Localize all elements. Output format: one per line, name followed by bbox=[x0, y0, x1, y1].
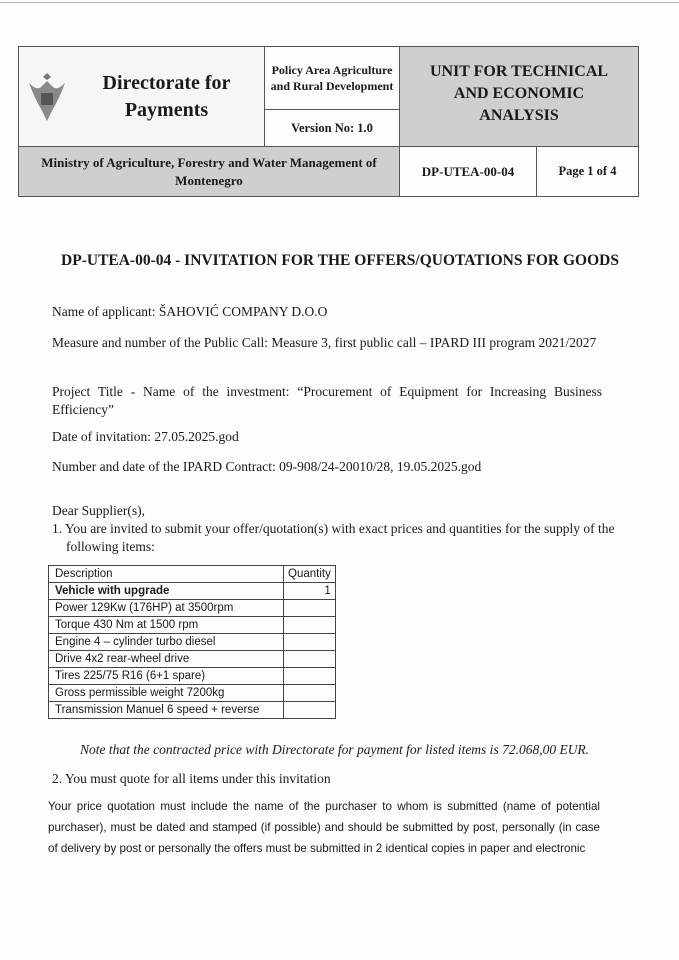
item-quantity bbox=[284, 651, 336, 668]
policy-area: Policy Area Agriculture and Rural Development bbox=[264, 46, 400, 110]
table-row bbox=[49, 651, 336, 668]
item-quantity bbox=[284, 702, 336, 719]
item-description: Power 129Kw (176HP) at 3500rpm bbox=[49, 600, 284, 617]
item-description: Drive 4x2 rear-wheel drive bbox=[49, 651, 284, 668]
table-row bbox=[49, 702, 336, 719]
items-table bbox=[48, 565, 336, 719]
coat-of-arms-icon bbox=[25, 69, 69, 125]
date-field: Date of invitation: 27.05.2025.god bbox=[52, 429, 239, 444]
table-header-row bbox=[49, 566, 336, 583]
org-cell bbox=[18, 46, 265, 147]
item-description: Gross permissible weight 7200kg bbox=[49, 685, 284, 702]
item-quantity bbox=[284, 617, 336, 634]
item-description: Engine 4 – cylinder turbo diesel bbox=[49, 634, 284, 651]
project-field: Project Title - Name of the investment: “Procurement of Equipment for Increasing Business Efficiency” bbox=[52, 384, 602, 417]
item-description: Tires 225/75 R16 (6+1 spare) bbox=[49, 668, 284, 685]
instruction-2: 2. You must quote for all items under this invitation bbox=[52, 771, 331, 786]
document-title: DP-UTEA-00-04 - INVITATION FOR THE OFFERS/QUOTATIONS FOR GOODS bbox=[61, 252, 619, 269]
table-row bbox=[49, 634, 336, 651]
table-row bbox=[49, 583, 336, 600]
page-number: Page 1 of 4 bbox=[536, 146, 639, 197]
item-description: Vehicle with upgrade bbox=[49, 583, 284, 600]
doc-code: DP-UTEA-00-04 bbox=[399, 146, 537, 197]
header-description: Description bbox=[49, 566, 284, 583]
table-row bbox=[49, 668, 336, 685]
scan-edge bbox=[0, 2, 679, 3]
item-quantity bbox=[284, 685, 336, 702]
org-name: Directorate for Payments bbox=[102, 71, 231, 121]
unit-name: UNIT FOR TECHNICAL AND ECONOMIC ANALYSIS bbox=[399, 46, 639, 147]
instruction-1: 1. You are invited to submit your offer/quotation(s) with exact prices and quantities for the supply of the following items: bbox=[52, 521, 615, 554]
item-description: Transmission Manuel 6 speed + reverse bbox=[49, 702, 284, 719]
greeting: Dear Supplier(s), bbox=[52, 503, 145, 518]
item-description: Torque 430 Nm at 1500 rpm bbox=[49, 617, 284, 634]
item-quantity bbox=[284, 600, 336, 617]
version: Version No: 1.0 bbox=[264, 109, 400, 147]
contract-field: Number and date of the IPARD Contract: 09-908/24-20010/28, 19.05.2025.god bbox=[52, 459, 482, 474]
item-quantity bbox=[284, 634, 336, 651]
ministry-name: Ministry of Agriculture, Forestry and Water Management of Montenegro bbox=[18, 146, 400, 197]
item-quantity bbox=[284, 668, 336, 685]
table-row bbox=[49, 617, 336, 634]
table-row bbox=[49, 685, 336, 702]
measure-field: Measure and number of the Public Call: Measure 3, first public call – IPARD III program 2021/2027 bbox=[52, 335, 597, 350]
header-quantity: Quantity bbox=[284, 566, 336, 583]
price-note: Note that the contracted price with Directorate for payment for listed items is 72.068,00 EUR. bbox=[80, 742, 590, 757]
submission-paragraph: Your price quotation must include the name of the purchaser to whom is submitted (name of potential purchaser), must be dated and stamped (if possible) and should be submitted by post, personally (in case of delivery by post or personally the offers must be submitted in 2 identical copies in paper and electronic bbox=[48, 800, 600, 855]
applicant-field: Name of applicant: ŠAHOVIĆ COMPANY D.O.O bbox=[52, 304, 328, 319]
item-quantity: 1 bbox=[284, 583, 336, 600]
table-row bbox=[49, 600, 336, 617]
